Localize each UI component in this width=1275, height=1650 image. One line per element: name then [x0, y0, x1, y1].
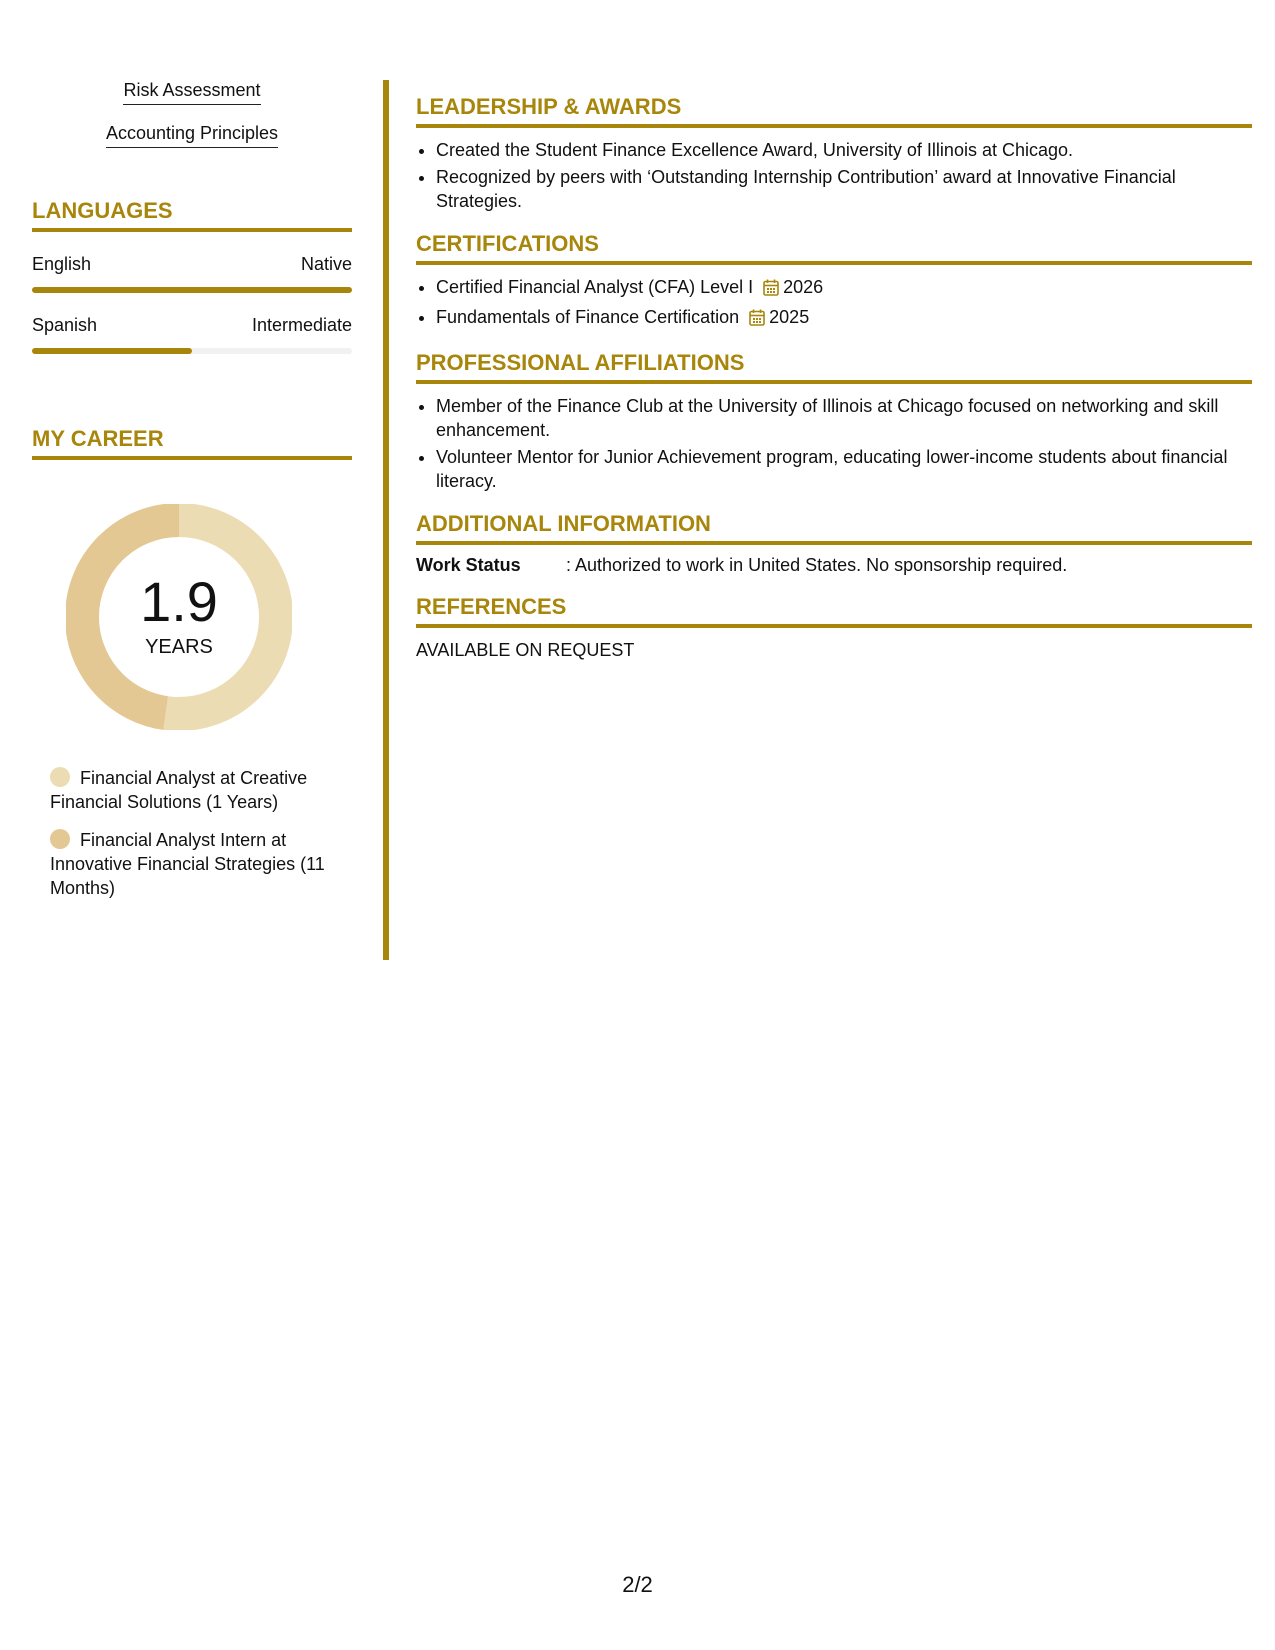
language-bar	[32, 348, 352, 354]
info-value: : Authorized to work in United States. No sponsorship required.	[566, 555, 1068, 575]
work-status-row	[416, 555, 1252, 576]
section-heading: REFERENCES	[416, 594, 1252, 628]
list-item: • Recognized by peers with ‘Outstanding Internship Contribution’ award at Innovative Financial Strategies.	[436, 165, 1252, 213]
additional-info-section	[416, 511, 1252, 576]
section-heading: ADDITIONAL INFORMATION	[416, 511, 1252, 545]
left-column	[32, 80, 352, 914]
legend-dot	[50, 767, 70, 787]
references-section	[416, 594, 1252, 661]
cert-year: 2025	[769, 307, 810, 327]
language-bar-fill	[32, 287, 352, 293]
page-number: 2/2	[622, 1572, 653, 1597]
calendar-icon	[763, 278, 779, 302]
career-heading: MY CAREER	[32, 426, 352, 460]
language-spanish	[32, 315, 352, 354]
right-column	[416, 94, 1252, 679]
legend-item: Financial Analyst at Creative Financial Solutions (1 Years)	[50, 768, 308, 812]
info-key: Work Status	[416, 555, 521, 575]
language-name: English	[32, 254, 92, 274]
section-heading: PROFESSIONAL AFFILIATIONS	[416, 350, 1252, 384]
certifications-section	[416, 231, 1252, 332]
career-donut-chart	[66, 504, 292, 730]
language-english	[32, 254, 352, 293]
career-total: 1.9	[140, 570, 218, 633]
skill-item: Accounting Principles	[32, 123, 352, 148]
references-text: AVAILABLE ON REQUEST	[416, 640, 635, 660]
language-bar	[32, 287, 352, 293]
list-item: • Fundamentals of Finance Certification 2025	[436, 305, 1252, 332]
affiliations-section	[416, 350, 1252, 493]
column-divider	[383, 80, 389, 960]
list-item: • Created the Student Finance Excellence Award, University of Illinois at Chicago.	[436, 138, 1252, 162]
cert-year: 2026	[783, 277, 824, 297]
list-item: • Certified Financial Analyst (CFA) Level I 2026	[436, 275, 1252, 302]
section-heading: CERTIFICATIONS	[416, 231, 1252, 265]
skill-item: Risk Assessment	[32, 80, 352, 105]
language-level: Intermediate	[251, 315, 352, 335]
language-bar-fill	[32, 348, 192, 354]
language-name: Spanish	[32, 315, 98, 335]
list-item: • Volunteer Mentor for Junior Achievement program, educating lower-income students about financial literacy.	[436, 445, 1252, 493]
calendar-icon	[749, 308, 765, 332]
legend-item: Financial Analyst Intern at Innovative Financial Strategies (11 Months)	[50, 830, 325, 898]
section-heading: LEADERSHIP & AWARDS	[416, 94, 1252, 128]
list-item: • Member of the Finance Club at the University of Illinois at Chicago focused on networking and skill enhancement.	[436, 394, 1252, 442]
languages-heading: LANGUAGES	[32, 198, 352, 232]
leadership-section	[416, 94, 1252, 213]
legend-dot	[50, 829, 70, 849]
career-legend	[50, 766, 340, 900]
language-level: Native	[300, 254, 352, 274]
career-unit: YEARS	[145, 636, 213, 658]
